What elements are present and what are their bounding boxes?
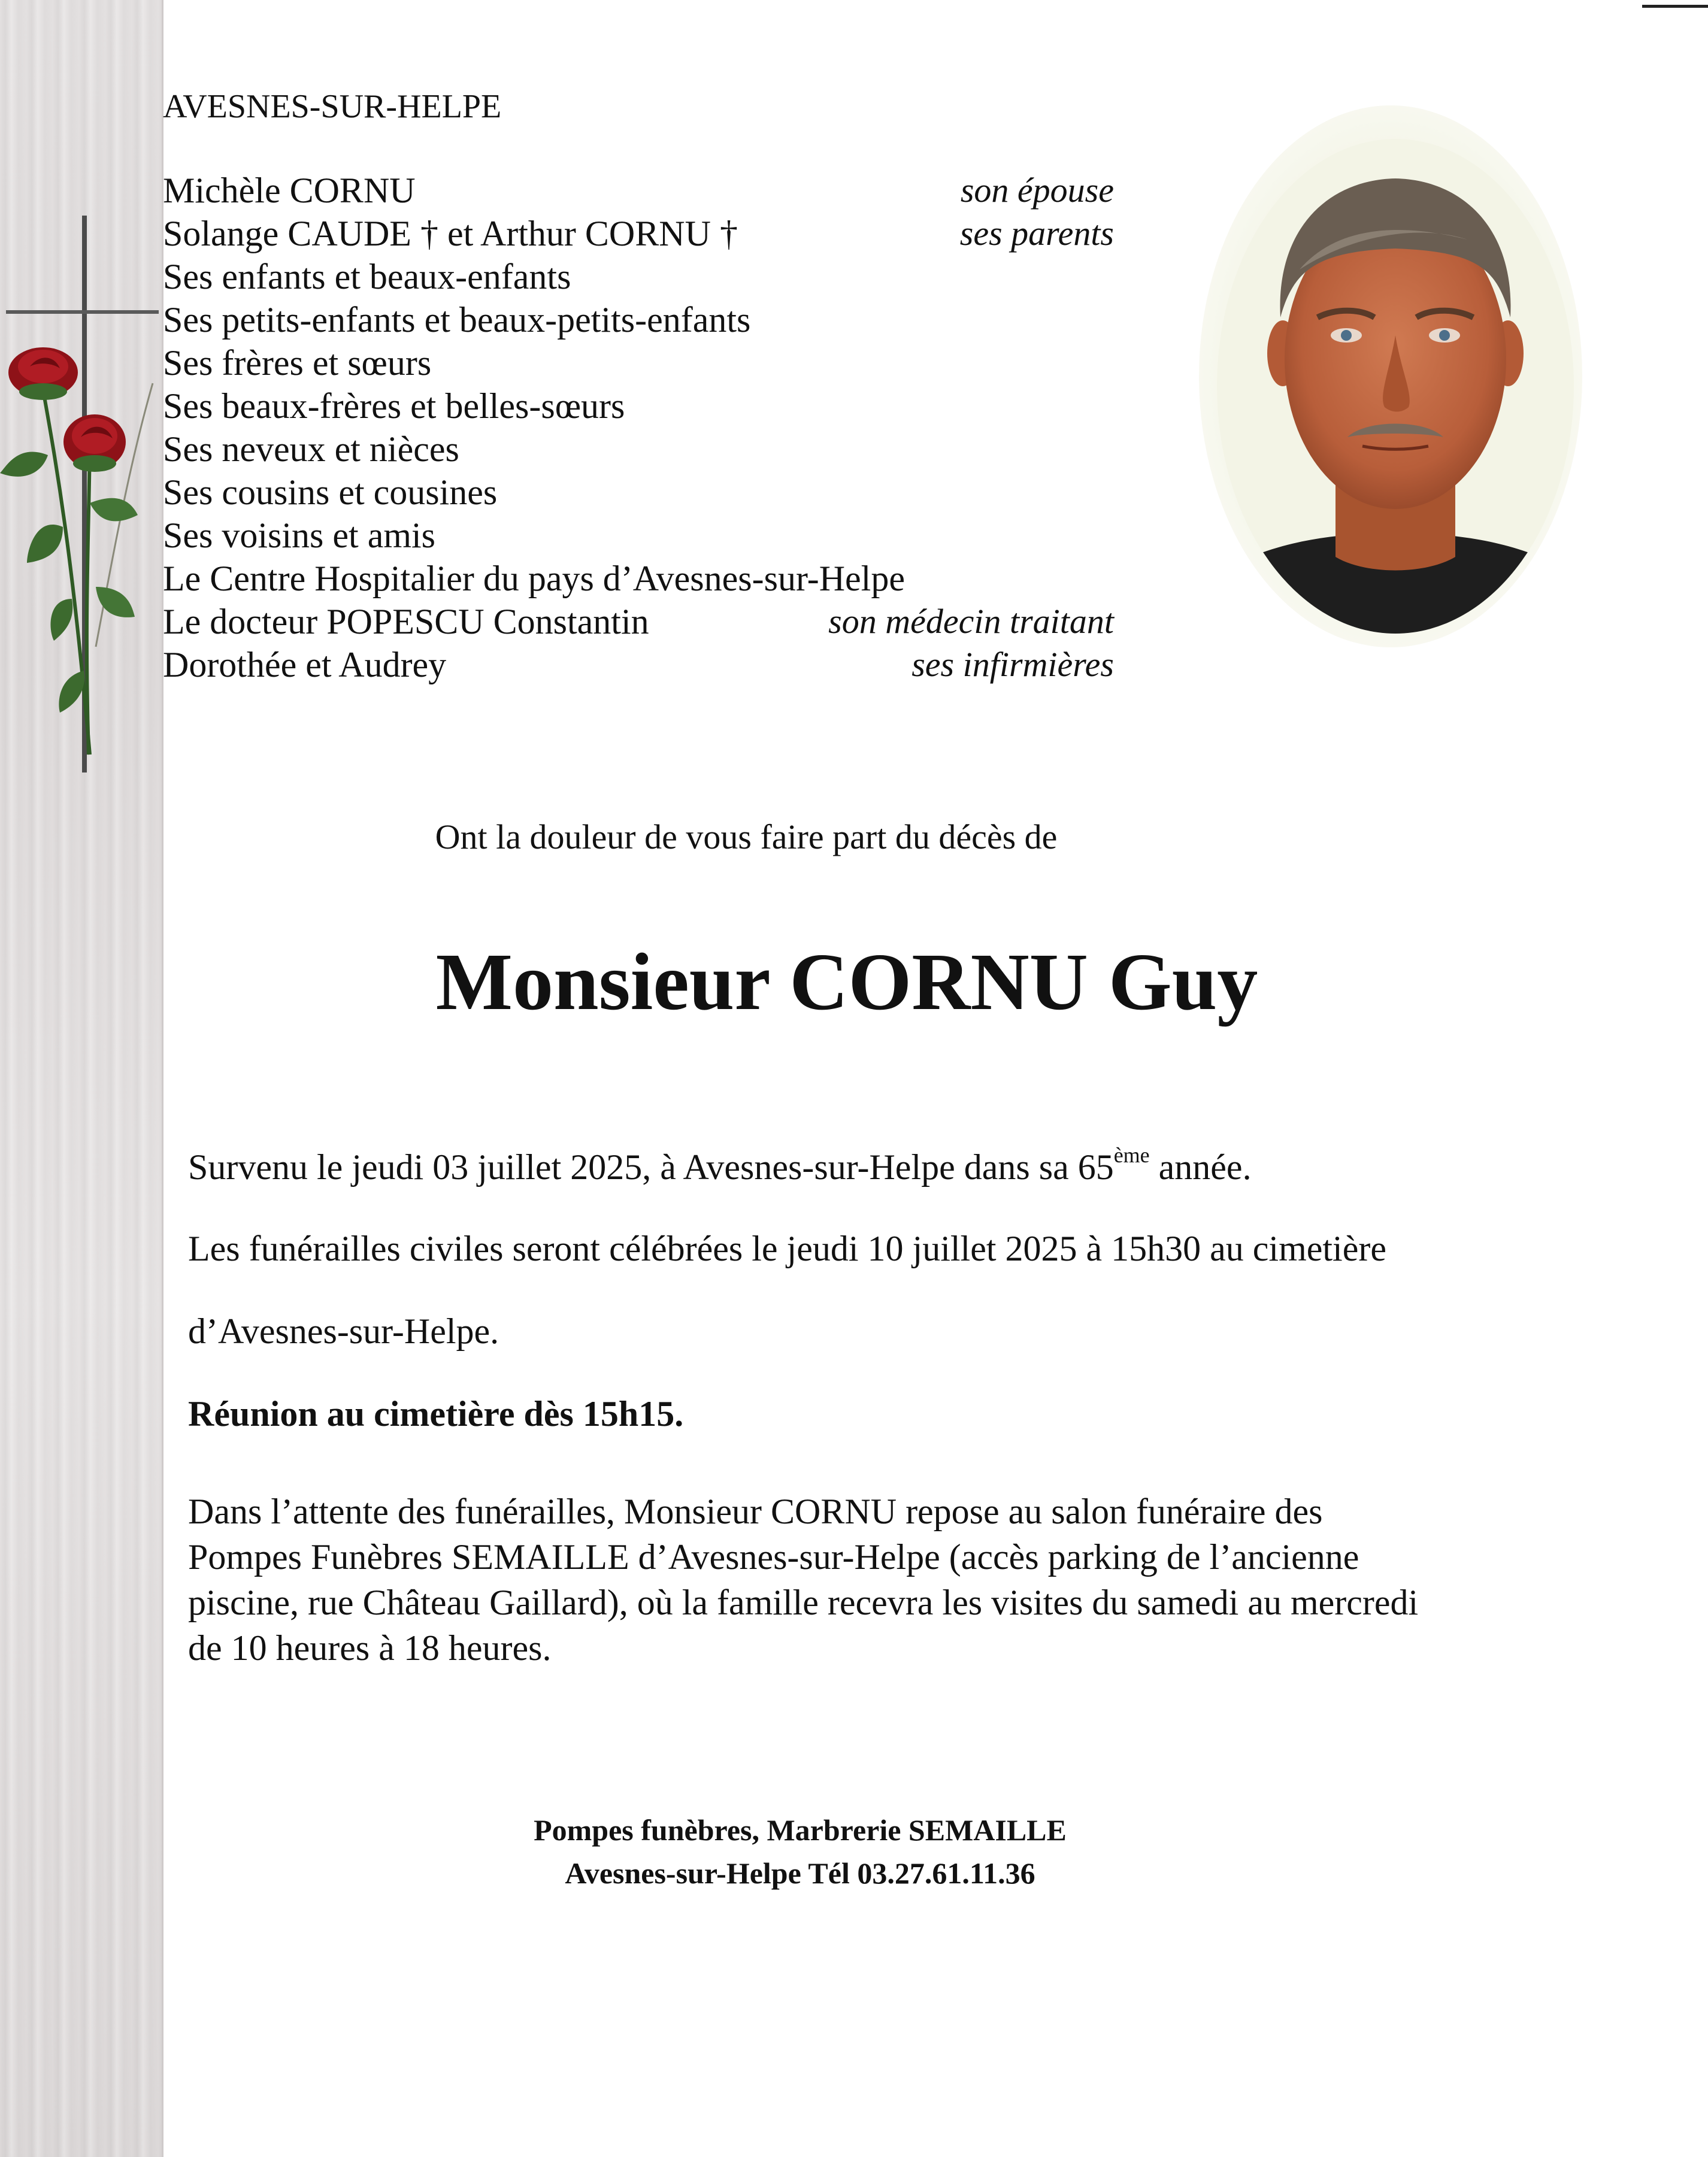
repose-line: Pompes Funèbres SEMAILLE d’Avesnes-sur-Helpe (accès parking de l’ancienne: [188, 1537, 1359, 1577]
family-member-relation: son épouse: [960, 171, 1114, 210]
portrait-photo: [1216, 138, 1575, 635]
family-member-name: Le docteur POPESCU Constantin: [163, 602, 649, 641]
announcement-line: Ont la douleur de vous faire part du décès de: [435, 817, 1058, 856]
family-member-name: Dorothée et Audrey: [163, 645, 447, 684]
repose-line: Dans l’attente des funérailles, Monsieur CORNU repose au salon funéraire des: [188, 1492, 1323, 1531]
announcement-text: [0, 816, 1708, 859]
family-member-name: Ses cousins et cousines: [163, 472, 498, 512]
repose-paragraph: [188, 1489, 1565, 1671]
deceased-name-title: [0, 934, 1708, 1030]
funeral-home-footer: [0, 1808, 1708, 1895]
city-header: AVESNES-SUR-HELPE: [163, 88, 502, 125]
repose-line: piscine, rue Château Gaillard), où la famille recevra les visites du samedi au mercredi: [188, 1583, 1419, 1622]
death-text: Survenu le jeudi 03 juillet 2025, à Avesnes-sur-Helpe dans sa 65: [188, 1147, 1114, 1187]
meeting-notice: Réunion au cimetière dès 15h15.: [188, 1394, 684, 1434]
family-member-name: Ses voisins et amis: [163, 516, 436, 555]
family-member-relation: ses parents: [959, 214, 1114, 253]
family-member-name: Ses petits-enfants et beaux-petits-enfants: [163, 300, 751, 340]
deceased-name: Monsieur CORNU Guy: [435, 937, 1258, 1027]
scan-corner-mark: [1642, 5, 1708, 8]
funeral-line-2: d’Avesnes-sur-Helpe.: [188, 1311, 499, 1351]
family-member-name: Ses enfants et beaux-enfants: [163, 257, 571, 296]
cross-with-roses-icon: [0, 216, 168, 778]
ordinal-superscript: ème: [1113, 1143, 1150, 1167]
family-member-name: Le Centre Hospitalier du pays d’Avesnes-sur-Helpe: [163, 559, 905, 598]
family-member-relation: son médecin traitant: [828, 602, 1114, 641]
death-text-end: année.: [1149, 1147, 1252, 1187]
family-member-name: Michèle CORNU: [163, 171, 416, 210]
family-member-name: Ses neveux et nièces: [163, 429, 459, 469]
family-member-name: Ses frères et sœurs: [163, 343, 432, 383]
funeral-line-1: Les funérailles civiles seront célébrées le jeudi 10 juillet 2025 à 15h30 au cimetière: [188, 1229, 1386, 1268]
family-member-relation: ses infirmières: [911, 645, 1114, 684]
family-member-name: Solange CAUDE † et Arthur CORNU †: [163, 214, 738, 253]
funeral-home-contact: Avesnes-sur-Helpe Tél 03.27.61.11.36: [565, 1856, 1035, 1890]
family-member-name: Ses beaux-frères et belles-sœurs: [163, 386, 625, 426]
funeral-home-name: Pompes funèbres, Marbrerie SEMAILLE: [534, 1813, 1067, 1847]
repose-line: de 10 heures à 18 heures.: [188, 1628, 552, 1668]
death-notice: [188, 1144, 1252, 1190]
